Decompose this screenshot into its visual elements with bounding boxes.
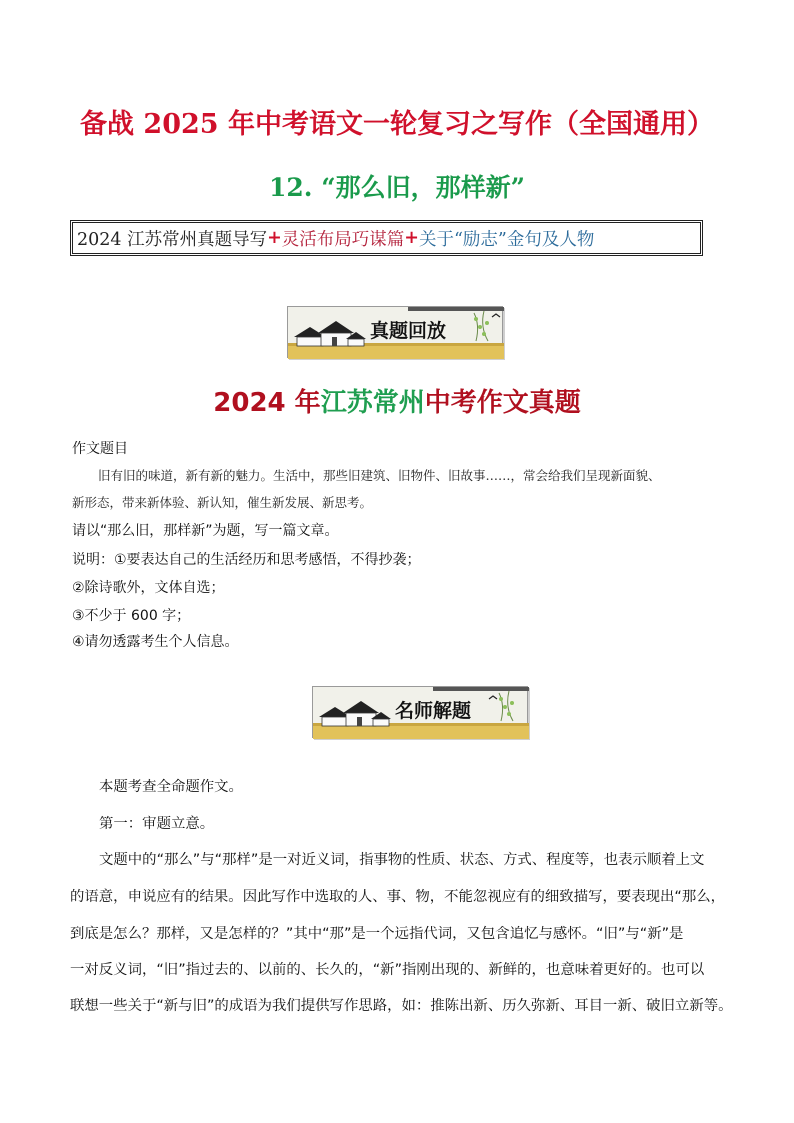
- prompt-note-1: 说明：①要表达自己的生活经历和思考感悟，不得抄袭；: [72, 552, 421, 568]
- section-badge-exam-review: [287, 306, 503, 358]
- banner-part-3: 关于“励志”金句及人物: [418, 229, 595, 250]
- section-badge-teacher-analysis: [312, 686, 528, 738]
- banner-plus-2: +: [404, 228, 419, 248]
- banner-plus-1: +: [267, 228, 282, 248]
- badge-label: 名师解题: [394, 700, 471, 722]
- prompt-line-1: 旧有旧的味道，新有新的魅力。生活中，那些旧建筑、旧物件、旧故事……，常会给我们呈现新面貌、: [98, 468, 661, 483]
- exam-title-year: 2024 年: [213, 388, 321, 418]
- prompt-note-3: ③不少于 600 字；: [72, 608, 191, 624]
- main-title: 备战 2025 年中考语文一轮复习之写作（全国通用）: [80, 109, 714, 140]
- topic-banner: [72, 222, 701, 254]
- badge-label: 真题回放: [369, 320, 446, 342]
- prompt-line-2: 新形态，带来新体验、新认知，催生新发展、新思考。: [72, 495, 373, 510]
- prompt-note-2: ②除诗歌外，文体自选；: [72, 580, 225, 596]
- analysis-line-4: 一对反义词，“旧”指过去的、以前的、长久的，“新”指刚出现的、新鲜的，也意味着更好的。也可以: [70, 962, 705, 978]
- banner-part-1: 2024 江苏常州真题导写: [77, 229, 268, 250]
- prompt-task: 请以“那么旧，那样新”为题，写一篇文章。: [72, 523, 339, 539]
- analysis-line-1: 文题中的“那么”与“那样”是一对近义词，指事物的性质、状态、方式、程度等，也表示顺着上文: [99, 852, 705, 868]
- exam-title: [0, 382, 794, 419]
- exam-title-rest: 中考作文真题: [424, 388, 581, 418]
- analysis-line-2: 的语意，申说应有的结果。因此写作中选取的人、事、物，不能忽视应有的细致描写，要表现出“那么，: [70, 889, 726, 905]
- banner-part-2: 灵活布局巧谋篇: [281, 229, 405, 250]
- sub-title: 12. “那么旧，那样新”: [269, 173, 525, 202]
- prompt-note-4: ④请勿透露考生个人信息。: [72, 634, 239, 650]
- analysis-paragraph-1: 本题考查全命题作文。: [99, 779, 243, 795]
- analysis-paragraph-2: 第一：审题立意。: [99, 816, 215, 832]
- exam-title-place: 江苏常州: [320, 388, 425, 418]
- analysis-line-5: 联想一些关于“新与旧”的成语为我们提供写作思路，如：推陈出新、历久弥新、耳目一新、破旧立新等。: [70, 998, 733, 1014]
- prompt-heading: 作文题目: [72, 441, 128, 457]
- analysis-line-3: 到底是怎么？那样，又是怎样的？”其中“那”是一个远指代词，又包含追忆与感怀。“旧”与“新”是: [70, 926, 684, 942]
